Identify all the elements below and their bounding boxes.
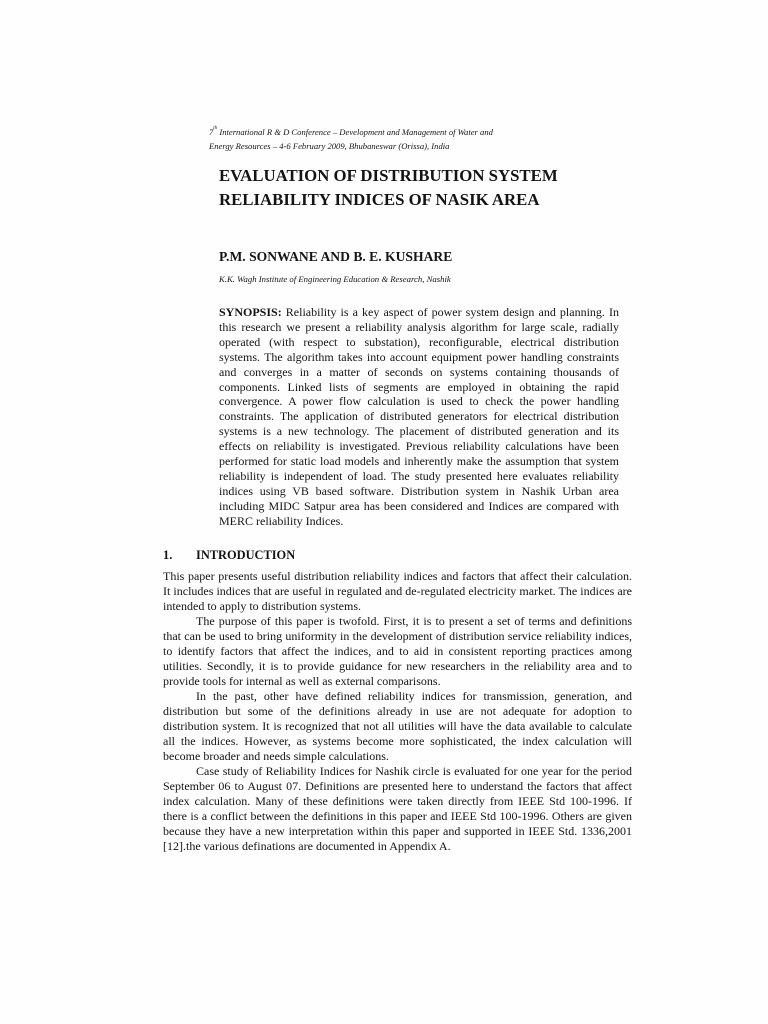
title-line-1: EVALUATION OF DISTRIBUTION SYSTEM	[219, 166, 558, 185]
synopsis	[219, 305, 619, 529]
synopsis-text: Reliability is a key aspect of power system design and planning. In this research we present a reliability analysis algorithm for large scale, radially operated (with respect to substation), reconfigurable, electrical distribution systems. The algorithm takes into account equipment power handling constraints and converges in a matter of seconds on systems containing thousands of components. Linked lists of segments are employed in obtaining the rapid convergence. A power flow calculation is used to check the power handling constraints. The application of distributed generators for electrical distribution systems is a new technology. The placement of distributed generation and its effects on reliability is investigated. Previous reliability calculations have been performed for static load models and inherently make the assumption that system reliability is independent of load. The study presented here evaluates reliability indices using VB based software. Distribution system in Nashik Urban area including MIDC Satpur area has been considered and Indices are compared with MERC reliability Indices.	[219, 305, 620, 528]
conference-line-2: Energy Resources – 4-6 February 2009, Bhubaneswar (Orissa), India	[209, 141, 450, 151]
section-title: INTRODUCTION	[196, 548, 296, 562]
introduction-body	[163, 569, 632, 854]
paragraph: In the past, other have defined reliability indices for transmission, generation, and distribution but some of the definitions already in use are not adequate for adoption to distribution system. It is recognized that not all utilities will have the data available to calculate all the indices. However, as systems become more sophisticated, the index calculation will become broader and needs simple calculations.	[163, 689, 632, 763]
title-line-2: RELIABILITY INDICES OF NASIK AREA	[219, 190, 540, 209]
authors: P.M. SONWANE AND B. E. KUSHARE	[219, 249, 453, 264]
affiliation: K.K. Wagh Institute of Engineering Education & Research, Nashik	[219, 274, 451, 284]
conference-line-1: 7th International R & D Conference – Development and Management of Water and	[209, 126, 493, 137]
paper-title	[219, 164, 599, 212]
section-heading	[163, 547, 463, 563]
paragraph: This paper presents useful distribution reliability indices and factors that affect their calculation. It includes indices that are useful in regulated and de-regulated electricity market. The indices are intended to apply to distribution systems.	[163, 569, 632, 613]
section-number: 1.	[163, 548, 173, 562]
paragraph: The purpose of this paper is twofold. First, it is to present a set of terms and definitions that can be used to bring uniformity in the development of distribution service reliability indices, to identify factors that affect the indices, and to aid in consistent reporting practices among utilities. Secondly, it is to provide guidance for new researchers in the reliability area and to provide tools for internal as well as external comparisons.	[163, 614, 632, 688]
conference-header	[209, 125, 554, 153]
synopsis-label: SYNOPSIS:	[219, 305, 282, 319]
ordinal-suffix: th	[213, 126, 218, 131]
paragraph: Case study of Reliability Indices for Nashik circle is evaluated for one year for the period September 06 to August 07. Definitions are presented here to understand the factors that affect index calculation. Many of these definitions were taken directly from IEEE Std 100-1996. If there is a conflict between the definitions in this paper and IEEE Std 100-1996. Others are given because they have a new interpretation within this paper and supported in IEEE Std. 1336,2001 [12].the various definations are documented in Appendix A.	[163, 764, 632, 853]
